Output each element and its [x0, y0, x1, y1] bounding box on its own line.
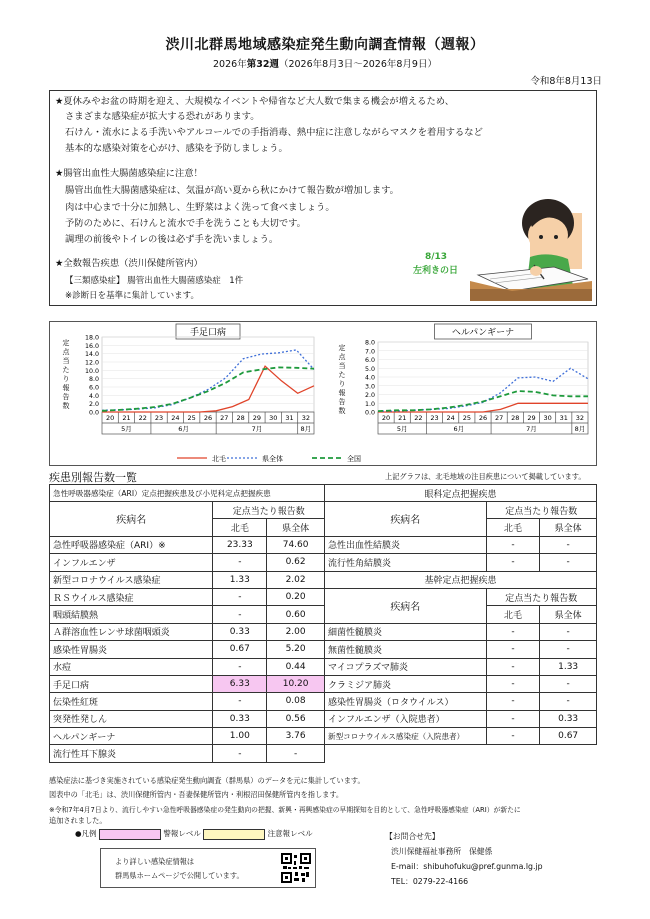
- kitamo-value: 6.33: [213, 675, 267, 692]
- right-disease-table: [324, 484, 597, 745]
- x-tick-label: 25: [187, 414, 196, 422]
- kitamo-value: -: [213, 606, 267, 623]
- y-tick-label: 4.0: [364, 374, 375, 382]
- footnote: 追加されました。: [49, 816, 107, 825]
- kitamo-value: -: [486, 675, 540, 692]
- y-tick-label: 3.0: [364, 383, 375, 391]
- kitamo-value: -: [486, 710, 540, 727]
- disease-name: 流行性角結膜炎: [325, 554, 487, 571]
- legend-label: 全国: [347, 455, 361, 463]
- web-note-line: より詳しい感染症情報は: [115, 857, 195, 866]
- contact-tel: TEL：0279-22-4166: [391, 877, 469, 886]
- series-line: [102, 350, 314, 410]
- table-row: [50, 623, 325, 640]
- ken-value: -: [540, 693, 597, 710]
- month-label: 8月: [300, 425, 312, 433]
- base-col-disease: 疾病名: [325, 588, 487, 623]
- legend-prefix: ●凡例: [75, 829, 97, 838]
- week-year: 2026年: [213, 59, 247, 70]
- disease-name: 無菌性髄膜炎: [325, 641, 487, 658]
- table-row: [325, 554, 597, 571]
- left-col-rate: 定点当たり報告数: [213, 502, 325, 519]
- ken-value: 0.33: [540, 710, 597, 727]
- x-tick-label: 32: [575, 414, 585, 422]
- x-tick-label: 29: [527, 414, 536, 422]
- y-tick-label: 12.0: [84, 359, 99, 367]
- y-tick-label: 0.0: [364, 409, 375, 417]
- x-tick-label: 31: [559, 414, 568, 422]
- ken-value: -: [540, 641, 597, 658]
- y-axis-label-char: た: [62, 366, 70, 374]
- disease-name: ＲＳウイルス感染症: [50, 588, 213, 605]
- kitamo-value: -: [213, 554, 267, 571]
- eye-col-kitamo: 北毛: [486, 519, 540, 536]
- x-tick-label: 26: [203, 414, 213, 422]
- kitamo-value: 0.33: [213, 710, 267, 727]
- notice-line: 調理の前後やトイレの後は必ず手を洗いましょう。: [65, 234, 279, 245]
- y-axis-label-char: 点: [338, 353, 346, 361]
- contact-heading: 【お問合せ先】: [385, 832, 440, 841]
- left-col-disease: 疾病名: [50, 502, 213, 537]
- y-tick-label: 6.0: [88, 384, 99, 392]
- base-col-ken: 県全体: [540, 606, 597, 623]
- table-row: [50, 571, 325, 588]
- table-row: [50, 710, 325, 727]
- kitamo-value: -: [486, 623, 540, 640]
- y-axis-label-char: 告: [338, 398, 346, 406]
- x-tick-label: 23: [154, 414, 164, 422]
- section-title: 疾患別報告数一覧: [49, 471, 137, 484]
- y-axis-label-char: 報: [62, 384, 70, 392]
- x-tick-label: 32: [301, 414, 310, 422]
- x-tick-label: 24: [446, 414, 455, 422]
- base-col-kitamo: 北毛: [486, 606, 540, 623]
- charts-panel: [49, 321, 597, 466]
- table-row: [50, 658, 325, 675]
- ken-value: 2.02: [267, 571, 325, 588]
- chart-tefuguchi: [63, 324, 315, 434]
- disease-name: インフルエンザ（入院患者）: [325, 710, 487, 727]
- month-label: 5月: [396, 425, 408, 433]
- x-tick-label: 30: [269, 414, 278, 422]
- y-axis-label-char: 数: [338, 407, 346, 415]
- charts-svg: [50, 322, 598, 467]
- y-tick-label: 10.0: [84, 367, 99, 375]
- table-row: [325, 641, 597, 658]
- disease-name: インフルエンザ: [50, 554, 213, 571]
- ken-value: 3.76: [267, 728, 325, 745]
- x-tick-label: 22: [138, 414, 147, 422]
- month-label: 6月: [178, 425, 189, 433]
- x-tick-label: 23: [430, 414, 439, 422]
- y-axis-label-char: 数: [62, 402, 70, 410]
- legend-label: 県全体: [262, 455, 283, 463]
- y-axis-label-char: 点: [62, 348, 70, 356]
- left-disease-table: [49, 484, 325, 763]
- table-row: [50, 554, 325, 571]
- caution-swatch: [203, 829, 265, 840]
- table-row: [50, 641, 325, 658]
- kitamo-value: -: [213, 693, 267, 710]
- kitamo-value: 1.00: [213, 728, 267, 745]
- table-row: [325, 693, 597, 710]
- disease-name: 細菌性髄膜炎: [325, 623, 487, 640]
- chart-title: 手足口病: [189, 328, 227, 338]
- x-tick-label: 31: [285, 414, 294, 422]
- page-title: 渋川北群馬地域感染症発生動向調査情報（週報）: [165, 37, 485, 53]
- disease-name: マイコプラズマ肺炎: [325, 658, 487, 675]
- eye-table-caption: 眼科定点把握疾患: [325, 485, 597, 502]
- ken-value: 2.00: [267, 623, 325, 640]
- x-tick-label: 27: [495, 414, 504, 422]
- disease-name: Ａ群溶血性レンサ球菌咽頭炎: [50, 623, 213, 640]
- kitamo-value: -: [213, 658, 267, 675]
- y-axis-label-char: 定: [338, 344, 346, 352]
- disease-name: 咽頭結膜熱: [50, 606, 213, 623]
- warning-swatch: [99, 829, 161, 840]
- notice-line: 肉は中心まで十分に加熱し、生野菜はよく洗って食べましょう。: [65, 202, 335, 213]
- notice-line: ★夏休みやお盆の時期を迎え、大規模なイベントや帰省など大人数で集まる機会が増えるため、: [55, 96, 454, 107]
- month-label: 6月: [453, 425, 465, 433]
- notice-line: 基本的な感染対策を心がけ、感染を予防しましょう。: [65, 143, 288, 154]
- legend-label: 北毛: [212, 455, 226, 463]
- left-col-ken: 県全体: [267, 519, 325, 536]
- y-tick-label: 8.0: [364, 339, 375, 347]
- week-dates: （2026年8月3日～2026年8月9日）: [278, 59, 437, 70]
- kitamo-value: -: [213, 745, 267, 762]
- table-row: [325, 623, 597, 640]
- left-table-caption: 急性呼吸器感染症（ARI）定点把握疾患及び小児科定点把握疾患: [50, 485, 325, 502]
- table-row: [50, 745, 325, 762]
- plot-area: [102, 337, 314, 412]
- chart-herpangina: [339, 324, 589, 434]
- table-row: [50, 728, 325, 745]
- x-tick-label: 28: [236, 414, 245, 422]
- y-tick-label: 16.0: [84, 342, 99, 350]
- table-row: [325, 675, 597, 692]
- disease-name: 感染性胃腸炎（ロタウイルス）: [325, 693, 487, 710]
- disease-name: 伝染性紅斑: [50, 693, 213, 710]
- chart-title: ヘルパンギーナ: [451, 328, 515, 338]
- ken-value: 1.33: [540, 658, 597, 675]
- y-axis-label-char: た: [338, 371, 346, 379]
- disease-name: 新型コロナウイルス感染症: [50, 571, 213, 588]
- series-line: [378, 403, 588, 412]
- week-number: 第32週: [246, 59, 279, 70]
- disease-name: 新型コロナウイルス感染症（入院患者）: [325, 728, 487, 745]
- publish-date: 令和8年8月13日: [530, 76, 602, 87]
- x-tick-label: 21: [398, 414, 407, 422]
- kitamo-value: 0.67: [213, 641, 267, 658]
- notice-line: ★腸管出血性大腸菌感染症に注意！: [55, 168, 203, 179]
- base-table-caption: 基幹定点把握疾患: [325, 571, 597, 588]
- graph-note: 上記グラフは、北毛地域の注目疾患について掲載しています。: [385, 472, 586, 481]
- x-tick-label: 30: [543, 414, 552, 422]
- kitamo-value: -: [486, 641, 540, 658]
- y-tick-label: 2.0: [364, 392, 375, 399]
- kitamo-value: -: [213, 588, 267, 605]
- y-tick-label: 5.0: [364, 365, 375, 373]
- y-axis-label-char: 報: [338, 389, 346, 397]
- ken-value: 0.60: [267, 606, 325, 623]
- y-tick-label: 6.0: [364, 357, 375, 364]
- qr-code-icon[interactable]: [281, 853, 311, 883]
- month-label: 7月: [251, 425, 263, 433]
- disease-name: ヘルパンギーナ: [50, 728, 213, 745]
- month-label: 7月: [526, 425, 537, 433]
- y-axis-label-char: 定: [62, 339, 70, 347]
- y-tick-label: 18.0: [84, 334, 99, 342]
- disease-name: 流行性耳下腺炎: [50, 745, 213, 762]
- x-tick-label: 24: [171, 414, 180, 422]
- month-label: 8月: [574, 425, 586, 433]
- ken-value: -: [540, 536, 597, 553]
- kitamo-value: -: [486, 554, 540, 571]
- x-tick-label: 28: [511, 414, 520, 422]
- y-axis-label-char: り: [338, 380, 346, 388]
- disease-name: 手足口病: [50, 675, 213, 692]
- day-date: 8/13: [425, 252, 448, 262]
- ken-value: 0.08: [267, 693, 325, 710]
- y-tick-label: 14.0: [84, 351, 99, 359]
- table-row: [325, 536, 597, 553]
- web-info-box: [100, 848, 316, 888]
- week-range: [0, 56, 650, 70]
- x-tick-label: 27: [220, 414, 229, 422]
- ken-value: -: [540, 623, 597, 640]
- notice-line: 【三類感染症】 腸管出血性大腸菌感染症 1件: [65, 276, 244, 286]
- notice-line: 石けん・流水による手洗いやアルコールでの手指消毒、熱中症に注意しながらマスクを着用するなど: [65, 127, 483, 138]
- notice-line: 腸管出血性大腸菌感染症は、気温が高い夏から秋にかけて報告数が増加します。: [65, 185, 399, 196]
- y-tick-label: 7.0: [364, 348, 375, 356]
- warning-label: 警報レベル: [163, 829, 201, 838]
- table-row: [325, 710, 597, 727]
- y-axis-label-char: り: [62, 375, 70, 383]
- chart-legend: [177, 454, 361, 463]
- x-tick-label: 20: [381, 414, 391, 422]
- ken-value: 0.62: [267, 554, 325, 571]
- x-tick-label: 21: [122, 414, 131, 422]
- ken-value: 74.60: [267, 536, 325, 553]
- ken-value: -: [267, 745, 325, 762]
- month-label: 5月: [121, 425, 132, 433]
- x-tick-label: 25: [462, 414, 471, 422]
- ken-value: -: [540, 675, 597, 692]
- kitamo-value: 23.33: [213, 536, 267, 553]
- table-row: [50, 675, 325, 692]
- disease-name: クラミジア肺炎: [325, 675, 487, 692]
- notice-line: 予防のために、石けんと流水で手を洗うことも大切です。: [65, 218, 306, 229]
- ken-value: 0.44: [267, 658, 325, 675]
- kitamo-value: 0.33: [213, 623, 267, 640]
- ken-value: 0.56: [267, 710, 325, 727]
- caution-label: 注意報レベル: [267, 829, 313, 838]
- series-line: [378, 368, 588, 411]
- x-tick-label: 29: [252, 414, 262, 422]
- y-tick-label: 4.0: [88, 392, 99, 400]
- notice-line: ★全数報告疾患（渋川保健所管内）: [55, 258, 203, 269]
- table-row: [50, 536, 325, 553]
- disease-name: 急性呼吸器感染症（ARI）※: [50, 536, 213, 553]
- kitamo-value: -: [486, 728, 540, 745]
- ken-value: 0.67: [540, 728, 597, 745]
- x-tick-label: 26: [478, 414, 488, 422]
- y-axis-label-char: 告: [62, 393, 70, 401]
- disease-name: 急性出血性結膜炎: [325, 536, 487, 553]
- ken-value: -: [540, 554, 597, 571]
- eye-col-ken: 県全体: [540, 519, 597, 536]
- base-col-rate: 定点当たり報告数: [486, 588, 596, 605]
- table-row: [50, 693, 325, 710]
- x-tick-label: 22: [414, 414, 423, 422]
- y-axis-label-char: 当: [338, 362, 346, 370]
- table-row: [50, 606, 325, 623]
- footnote: ※令和7年4月7日より、流行しやすい急性呼吸器感染症の発生動向の把握、新興・再興感染症の早期探知を目的として、急性呼吸器感染症（ARI）が新たに: [49, 806, 521, 814]
- kitamo-value: -: [486, 693, 540, 710]
- notice-box: [49, 90, 597, 306]
- notice-line: さまざまな感染症が拡大する恐れがあります。: [65, 111, 260, 122]
- y-axis-label-char: 当: [62, 357, 70, 365]
- y-tick-label: 8.0: [88, 376, 99, 384]
- disease-name: 水痘: [50, 658, 213, 675]
- x-tick-label: 20: [106, 414, 115, 422]
- ken-value: 5.20: [267, 641, 325, 658]
- kitamo-value: 1.33: [213, 571, 267, 588]
- web-note-line: 群馬県ホームページで公開しています。: [115, 871, 244, 880]
- writing-boy-illustration: [470, 195, 592, 301]
- footnote: 感染症法に基づき実施されている感染症発生動向調査（群馬県）のデータを元に集計しています。: [49, 776, 365, 785]
- contact-office: 渋川保健福祉事務所 保健係: [391, 847, 493, 856]
- table-row: [325, 658, 597, 675]
- y-tick-label: 1.0: [364, 400, 375, 408]
- contact-email[interactable]: E-mail：shibuhofuku@pref.gunma.lg.jp: [391, 862, 543, 871]
- kitamo-value: -: [486, 536, 540, 553]
- y-tick-label: 2.0: [88, 401, 99, 409]
- table-row: [50, 588, 325, 605]
- disease-name: 突発性発しん: [50, 710, 213, 727]
- ken-value: 10.20: [267, 675, 325, 692]
- ken-value: 0.20: [267, 588, 325, 605]
- series-line: [378, 391, 588, 411]
- y-tick-label: 0.0: [88, 409, 99, 417]
- table-row: [325, 728, 597, 745]
- left-col-kitamo: 北毛: [213, 519, 267, 536]
- day-name: 左利きの日: [413, 266, 459, 276]
- eye-col-disease: 疾病名: [325, 502, 487, 537]
- footnote: 図表中の「北毛」は、渋川保健所管内・吾妻保健所管内・利根沼田保健所管内を指します。: [49, 790, 344, 799]
- eye-col-rate: 定点当たり報告数: [486, 502, 596, 519]
- notice-line: ※診断日を基準に集計しています。: [65, 291, 199, 301]
- contact-info: [385, 829, 543, 889]
- kitamo-value: -: [486, 658, 540, 675]
- level-legend: [75, 828, 313, 840]
- disease-name: 感染性胃腸炎: [50, 641, 213, 658]
